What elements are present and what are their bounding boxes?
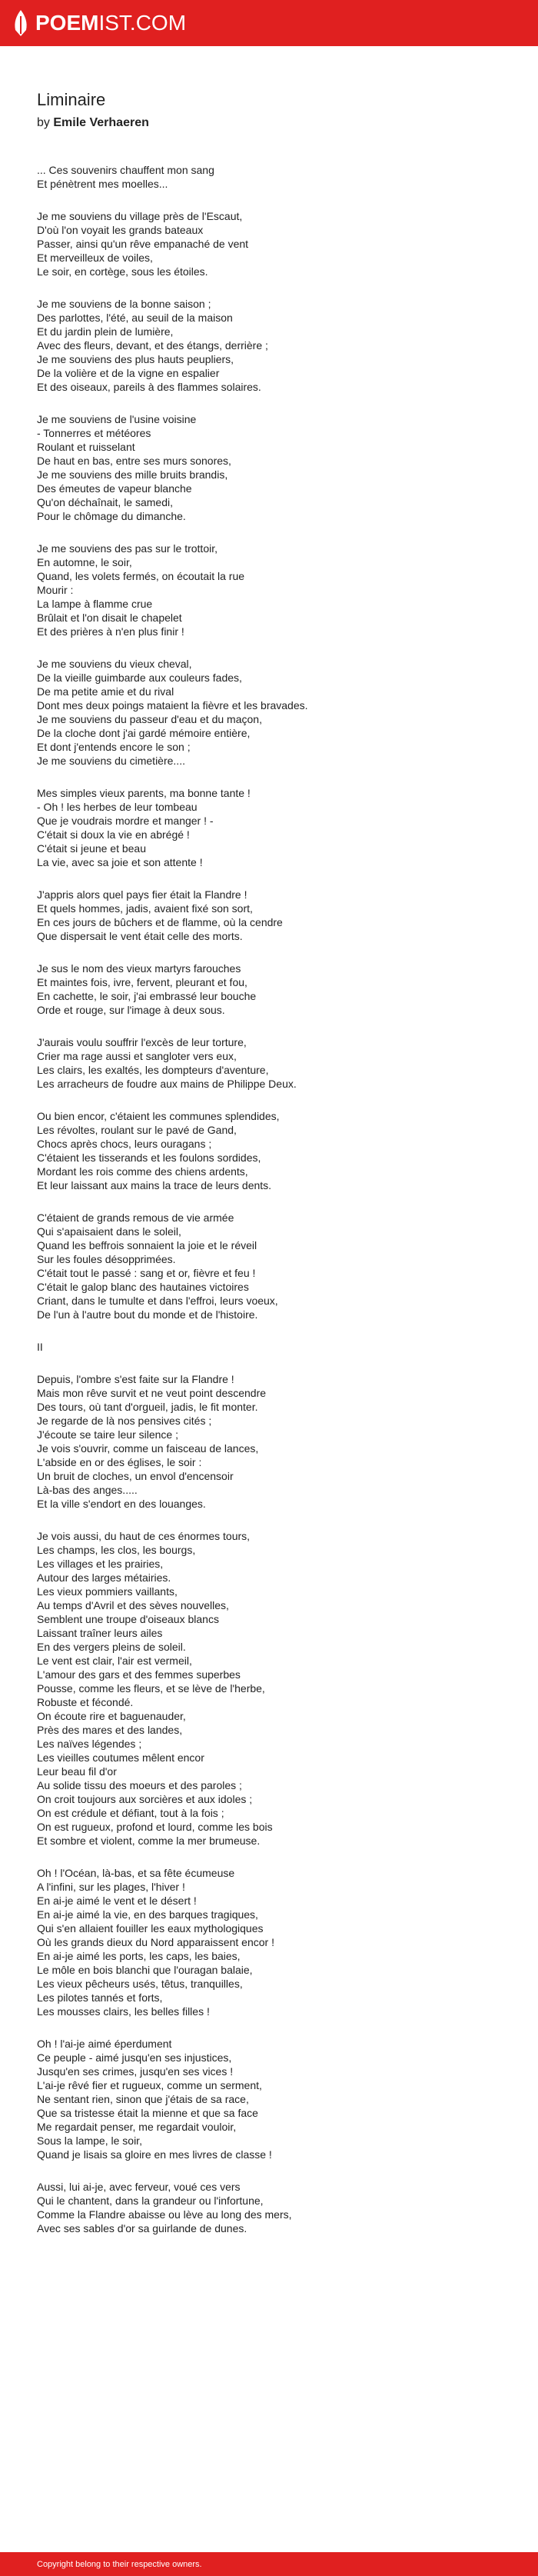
poem-line: Jusqu'en ses crimes, jusqu'en ses vices ! xyxy=(37,2065,234,2078)
poem-line: Chocs après chocs, leurs ouragans ; xyxy=(37,1138,212,1150)
poem-line: En des vergers pleins de soleil. xyxy=(37,1641,186,1653)
poem-line: Et leur laissant aux mains la trace de leurs dents. xyxy=(37,1179,272,1191)
poem-line: Je vois s'ouvrir, comme un faisceau de lances, xyxy=(37,1442,259,1455)
poem-line: Ou bien encor, c'étaient les communes splendides, xyxy=(37,1110,280,1122)
poem-line: En ai-je aimé le vent et le désert ! xyxy=(37,1895,197,1907)
stanza xyxy=(37,2180,513,2235)
stanza xyxy=(37,163,513,191)
poem-line: D'où l'on voyait les grands bateaux xyxy=(37,224,204,236)
poem-line: Les vieux pommiers vaillants, xyxy=(37,1585,178,1598)
stanza xyxy=(37,1340,513,1354)
poem-line: Le môle en bois blanchi que l'ouragan balaie, xyxy=(37,1964,253,1976)
poem-line: Je me souviens de la bonne saison ; xyxy=(37,298,211,310)
poem-line: C'étaient les tisserands et les foulons sordides, xyxy=(37,1151,261,1164)
poem-line: Où les grands dieux du Nord apparaissent encor ! xyxy=(37,1936,274,1948)
poem-line: Les mousses clairs, les belles filles ! xyxy=(37,2005,210,2018)
poem-line: Depuis, l'ombre s'est faite sur la Flandre ! xyxy=(37,1373,234,1385)
poem-line: Je me souviens des pas sur le trottoir, xyxy=(37,542,218,555)
poem-body xyxy=(37,163,513,2235)
poem-line: Que sa tristesse était la mienne et que sa face xyxy=(37,2107,258,2119)
poem-line: Je me souviens du vieux cheval, xyxy=(37,658,192,670)
footer-bar xyxy=(0,2552,538,2576)
stanza xyxy=(37,1866,513,2018)
poem-line: Laissant traîner leurs ailes xyxy=(37,1627,163,1639)
poem-line: Et des prières à n'en plus finir ! xyxy=(37,625,184,638)
poem-line: C'était si jeune et beau xyxy=(37,842,146,855)
poem-line: Les naïves légendes ; xyxy=(37,1738,142,1750)
poem-line: Roulant et ruisselant xyxy=(37,441,135,453)
poem-line: Là-bas des anges..... xyxy=(37,1484,138,1496)
poem-line: Qui s'en allaient fouiller les eaux mythologiques xyxy=(37,1922,264,1934)
poem-line: Les vieux pêcheurs usés, têtus, tranquilles, xyxy=(37,1978,243,1990)
stanza xyxy=(37,1109,513,1192)
poem-line: Les révoltes, roulant sur le pavé de Gand, xyxy=(37,1124,237,1136)
stanza xyxy=(37,1211,513,1321)
poem-line: Qui s'apaisaient dans le soleil, xyxy=(37,1225,181,1238)
poem-line: Ne sentant rien, sinon que j'étais de sa race, xyxy=(37,2093,249,2105)
poem-line: Les arracheurs de foudre aux mains de Philippe Deux. xyxy=(37,1078,297,1090)
poem-line: La lampe à flamme crue xyxy=(37,598,153,610)
poem-title: Liminaire xyxy=(37,90,106,109)
poem-line: Pousse, comme les fleurs, et se lève de l'herbe, xyxy=(37,1682,265,1695)
stanza xyxy=(37,542,513,638)
poem-line: Au temps d'Avril et des sèves nouvelles, xyxy=(37,1599,229,1611)
poem-line: Des parlottes, l'été, au seuil de la maison xyxy=(37,312,233,324)
poem-line: Orde et rouge, sur l'image à deux sous. xyxy=(37,1004,225,1016)
poem-line: - Tonnerres et météores xyxy=(37,427,151,439)
poem-line: De la cloche dont j'ai gardé mémoire entière, xyxy=(37,727,251,739)
poem-line: C'était si doux la vie en abrégé ! xyxy=(37,828,190,841)
poem-line: L'ai-je rêvé fier et rugueux, comme un serment, xyxy=(37,2079,262,2091)
poem-line: Crier ma rage aussi et sangloter vers eux, xyxy=(37,1050,237,1062)
poem-line: Je me souviens du village près de l'Escaut, xyxy=(37,210,243,222)
stanza xyxy=(37,209,513,278)
poem-line: Sur les foules désopprimées. xyxy=(37,1253,176,1265)
poem-line: Et pénètrent mes moelles... xyxy=(37,178,168,190)
poem-line: Oh ! l'ai-je aimé éperdument xyxy=(37,2038,172,2050)
poem-line: En ai-je aimé les ports, les caps, les baies, xyxy=(37,1950,241,1962)
poem-line: Qu'on déchaînait, le samedi, xyxy=(37,496,174,508)
poem-line: Près des mares et des landes, xyxy=(37,1724,183,1736)
poem-line: Je regarde de là nos pensives cités ; xyxy=(37,1415,212,1427)
poem-line: Que je voudrais mordre et manger ! - xyxy=(37,815,214,827)
stanza xyxy=(37,961,513,1017)
poem-line: C'était le galop blanc des hautaines victoires xyxy=(37,1281,249,1293)
brand-light: IST.COM xyxy=(98,11,187,35)
author-link[interactable]: Emile Verhaeren xyxy=(53,116,149,129)
poem-line: Brûlait et l'on disait le chapelet xyxy=(37,612,182,624)
poem-line: Me regardait penser, me regardait vouloir, xyxy=(37,2121,237,2133)
poem-line: En automne, le soir, xyxy=(37,556,132,568)
poem-line: De haut en bas, entre ses murs sonores, xyxy=(37,455,231,467)
poem-article xyxy=(37,89,513,2254)
poem-line: Je me souviens des plus hauts peupliers, xyxy=(37,353,234,365)
poem-line: En ai-je aimé la vie, en des barques tragiques, xyxy=(37,1908,258,1921)
poem-line: De la volière et de la vigne en espalier xyxy=(37,367,220,379)
poem-line: Robuste et fécondé. xyxy=(37,1696,134,1708)
poem-line: De ma petite amie et du rival xyxy=(37,685,174,698)
poem-line: Avec ses sables d'or sa guirlande de dunes. xyxy=(37,2222,247,2234)
poem-line: J'écoute se taire leur silence ; xyxy=(37,1428,178,1441)
poem-line: Mordant les rois comme des chiens ardents, xyxy=(37,1165,248,1178)
poem-line: J'appris alors quel pays fier était la Flandre ! xyxy=(37,888,247,901)
poem-line: Mais mon rêve survit et ne veut point descendre xyxy=(37,1387,267,1399)
poem-line: Et la ville s'endort en des louanges. xyxy=(37,1498,206,1510)
poem-line: Sous la lampe, le soir, xyxy=(37,2134,142,2147)
poem-line: De l'un à l'autre bout du monde et de l'histoire. xyxy=(37,1308,258,1321)
poem-line: Et maintes fois, ivre, fervent, pleurant et fou, xyxy=(37,976,247,988)
poem-line: Quand les beffrois sonnaient la joie et le réveil xyxy=(37,1239,257,1251)
poem-line: Dont mes deux poings mataient la fièvre et les bravades. xyxy=(37,699,308,711)
poem-line: Quand je lisais sa gloire en mes livres de classe ! xyxy=(37,2148,272,2161)
poem-line: Je sus le nom des vieux martyrs farouches xyxy=(37,962,241,975)
poem-line: Ce peuple - aimé jusqu'en ses injustices, xyxy=(37,2051,232,2064)
poem-line: Quand, les volets fermés, on écoutait la rue xyxy=(37,570,245,582)
poem-line: Mourir : xyxy=(37,584,74,596)
poem-line: Qui le chantent, dans la grandeur ou l'infortune, xyxy=(37,2194,264,2207)
poem-line: Je vois aussi, du haut de ces énormes tours, xyxy=(37,1530,251,1542)
poem-line: Et merveilleux de voiles, xyxy=(37,252,153,264)
poem-line: Mes simples vieux parents, ma bonne tante ! xyxy=(37,787,251,799)
poem-line: II xyxy=(37,1341,43,1353)
poem-line: Leur beau fil d'or xyxy=(37,1765,117,1778)
poem-line: Et sombre et violent, comme la mer brumeuse. xyxy=(37,1835,261,1847)
poem-line: Et quels hommes, jadis, avaient fixé son sort, xyxy=(37,902,253,915)
poem-line: L'abside en or des églises, le soir : xyxy=(37,1456,202,1468)
poem-line: Avec des fleurs, devant, et des étangs, derrière ; xyxy=(37,339,268,352)
poem-line: Les vieilles coutumes mêlent encor xyxy=(37,1751,204,1764)
poem-line: Au solide tissu des moeurs et des paroles ; xyxy=(37,1779,242,1791)
stanza xyxy=(37,786,513,869)
poem-line: On croit toujours aux sorcières et aux idoles ; xyxy=(37,1793,253,1805)
poem-line: Aussi, lui ai-je, avec ferveur, voué ces vers xyxy=(37,2181,241,2193)
poem-line: Les pilotes tannés et forts, xyxy=(37,1991,163,2004)
stanza xyxy=(37,2037,513,2161)
copyright-text: Copyright belong to their respective owners. xyxy=(37,2559,202,2569)
poem-line: La vie, avec sa joie et son attente ! xyxy=(37,856,203,868)
poem-line: Passer, ainsi qu'un rêve empanaché de vent xyxy=(37,238,249,250)
quill-icon xyxy=(12,8,29,38)
poem-line: Comme la Flandre abaisse ou lève au long des mers, xyxy=(37,2208,292,2221)
poem-line: ... Ces souvenirs chauffent mon sang xyxy=(37,164,214,176)
poem-line: Et des oiseaux, pareils à des flammes solaires. xyxy=(37,381,261,393)
poem-line: Et dont j'entends encore le son ; xyxy=(37,741,191,753)
poem-line: Je me souviens du passeur d'eau et du maçon, xyxy=(37,713,262,725)
poem-line: A l'infini, sur les plages, l'hiver ! xyxy=(37,1881,185,1893)
stanza xyxy=(37,657,513,768)
poem-line: Je me souviens de l'usine voisine xyxy=(37,413,197,425)
stanza xyxy=(37,1035,513,1091)
poem-line: Les villages et les prairies, xyxy=(37,1558,164,1570)
poem-line: Les clairs, les exaltés, les dompteurs d'aventure, xyxy=(37,1064,269,1076)
poem-line: On est crédule et défiant, tout à la fois ; xyxy=(37,1807,224,1819)
stanza xyxy=(37,1529,513,1848)
poem-line: Je me souviens des mille bruits brandis, xyxy=(37,468,228,481)
poem-line: De la vieille guimbarde aux couleurs fades, xyxy=(37,671,242,684)
by-label: by xyxy=(37,116,50,129)
poem-line: Autour des larges métairies. xyxy=(37,1571,171,1584)
poem-line: Des tours, où tant d'orgueil, jadis, le fit monter. xyxy=(37,1401,258,1413)
poem-line: Je me souviens du cimetière.... xyxy=(37,755,185,767)
stanza xyxy=(37,888,513,943)
poem-line: Oh ! l'Océan, là-bas, et sa fête écumeuse xyxy=(37,1867,235,1879)
poem-line: Pour le chômage du dimanche. xyxy=(37,510,186,522)
poem-line: Criant, dans le tumulte et dans l'effroi, leurs voeux, xyxy=(37,1295,278,1307)
poem-line: Les champs, les clos, les bourgs, xyxy=(37,1544,196,1556)
poem-line: On écoute rire et baguenauder, xyxy=(37,1710,186,1722)
poem-line: C'était tout le passé : sang et or, fièvre et feu ! xyxy=(37,1267,256,1279)
poem-line: En ces jours de bûchers et de flamme, où la cendre xyxy=(37,916,283,928)
poem-line: Le vent est clair, l'air est vermeil, xyxy=(37,1655,192,1667)
stanza xyxy=(37,1372,513,1511)
poem-line: Semblent une troupe d'oiseaux blancs xyxy=(37,1613,219,1625)
poem-line: Le soir, en cortège, sous les étoiles. xyxy=(37,265,208,278)
poem-line: - Oh ! les herbes de leur tombeau xyxy=(37,801,198,813)
poem-line: En cachette, le soir, j'ai embrassé leur bouche xyxy=(37,990,257,1002)
poem-line: Et du jardin plein de lumière, xyxy=(37,325,174,338)
poem-line: On est rugueux, profond et lourd, comme les bois xyxy=(37,1821,273,1833)
poem-line: Des émeutes de vapeur blanche xyxy=(37,482,192,495)
brand-bold: POEM xyxy=(35,11,99,35)
poem-line: Que dispersait le vent était celle des morts. xyxy=(37,930,243,942)
top-bar xyxy=(0,0,538,46)
poem-line: L'amour des gars et des femmes superbes xyxy=(37,1668,241,1681)
stanza xyxy=(37,297,513,394)
site-logo[interactable] xyxy=(12,0,186,46)
site-name xyxy=(35,0,186,46)
poem-line: J'aurais voulu souffrir l'excès de leur torture, xyxy=(37,1036,247,1048)
poem-line: C'étaient de grands remous de vie armée xyxy=(37,1211,234,1224)
poem-line: Un bruit de cloches, un envol d'encensoir xyxy=(37,1470,234,1482)
byline xyxy=(37,115,513,131)
stanza xyxy=(37,412,513,523)
